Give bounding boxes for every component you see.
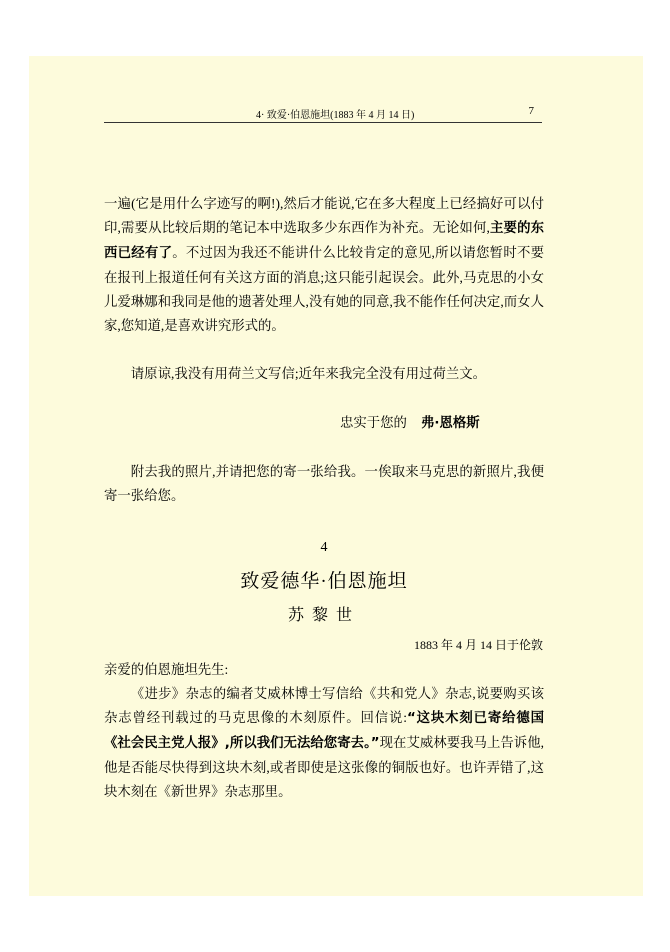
letter-location: 苏黎世 xyxy=(287,607,360,624)
salutation: 亲爱的伯恩施坦先生: xyxy=(104,662,229,677)
letter4-paragraph-1 xyxy=(104,682,544,804)
paragraph-text: 《进步》杂志的编者艾威林博士写信给《共和党人》杂志,说要购买该杂志曾经刊载过的马克思像的木刻原件。回信说: xyxy=(104,686,544,726)
dateline: 1883 年 4 月 14 日于伦敦 xyxy=(413,638,543,652)
letter-number: 4 xyxy=(320,540,328,555)
letter-title: 致爱德华·伯恩施坦 xyxy=(240,571,408,592)
page-number: 7 xyxy=(528,105,534,117)
letter3-paragraph-1 xyxy=(104,192,544,339)
emphasized-quote: “这块木刻已寄给德国《社会民主党人报》,所以我们无法给您寄去。” xyxy=(104,711,544,752)
running-header xyxy=(104,104,542,123)
closing-phrase: 忠实于您的 xyxy=(340,415,407,430)
postscript: 附去我的照片,并请把您的寄一张给我。一俟取来马克思的新照片,我便寄一张给您。 xyxy=(104,464,544,504)
letter3-paragraph-2: 请原谅,我没有用荷兰文写信;近年来我完全没有用过荷兰文。 xyxy=(130,366,487,381)
paragraph-text: 现在艾威林要我马上告诉他,他是否能尽快得到这块木刻,或者即使是这张像的铜版也好。也许弄错了,这块木刻在《新世界》杂志那里。 xyxy=(104,735,544,800)
signature: 弗·恩格斯 xyxy=(420,416,480,431)
running-title: 4· 致爱·伯恩施坦(1883 年 4 月 14 日) xyxy=(256,110,415,121)
paragraph-text: 。不过因为我还不能讲什么比较肯定的意见,所以请您暂时不要在报刊上报道任何有关这方面的消息;这只能引起误会。此外,马克思的小女儿爱琳娜和我同是他的遗著处理人,没有她的同意,我不能作任何决定,而女人家,您知道,是喜欢讲究形式的。 xyxy=(104,245,544,334)
paragraph-text: 一遍(它是用什么字迹写的啊!),然后才能说,它在多大程度上已经搞好可以付印,需要从比较后期的笔记本中选取多少东西作为补充。无论如何, xyxy=(104,196,544,236)
emphasized-text: 主要的东西已经有了 xyxy=(104,221,545,262)
closing xyxy=(340,413,480,434)
